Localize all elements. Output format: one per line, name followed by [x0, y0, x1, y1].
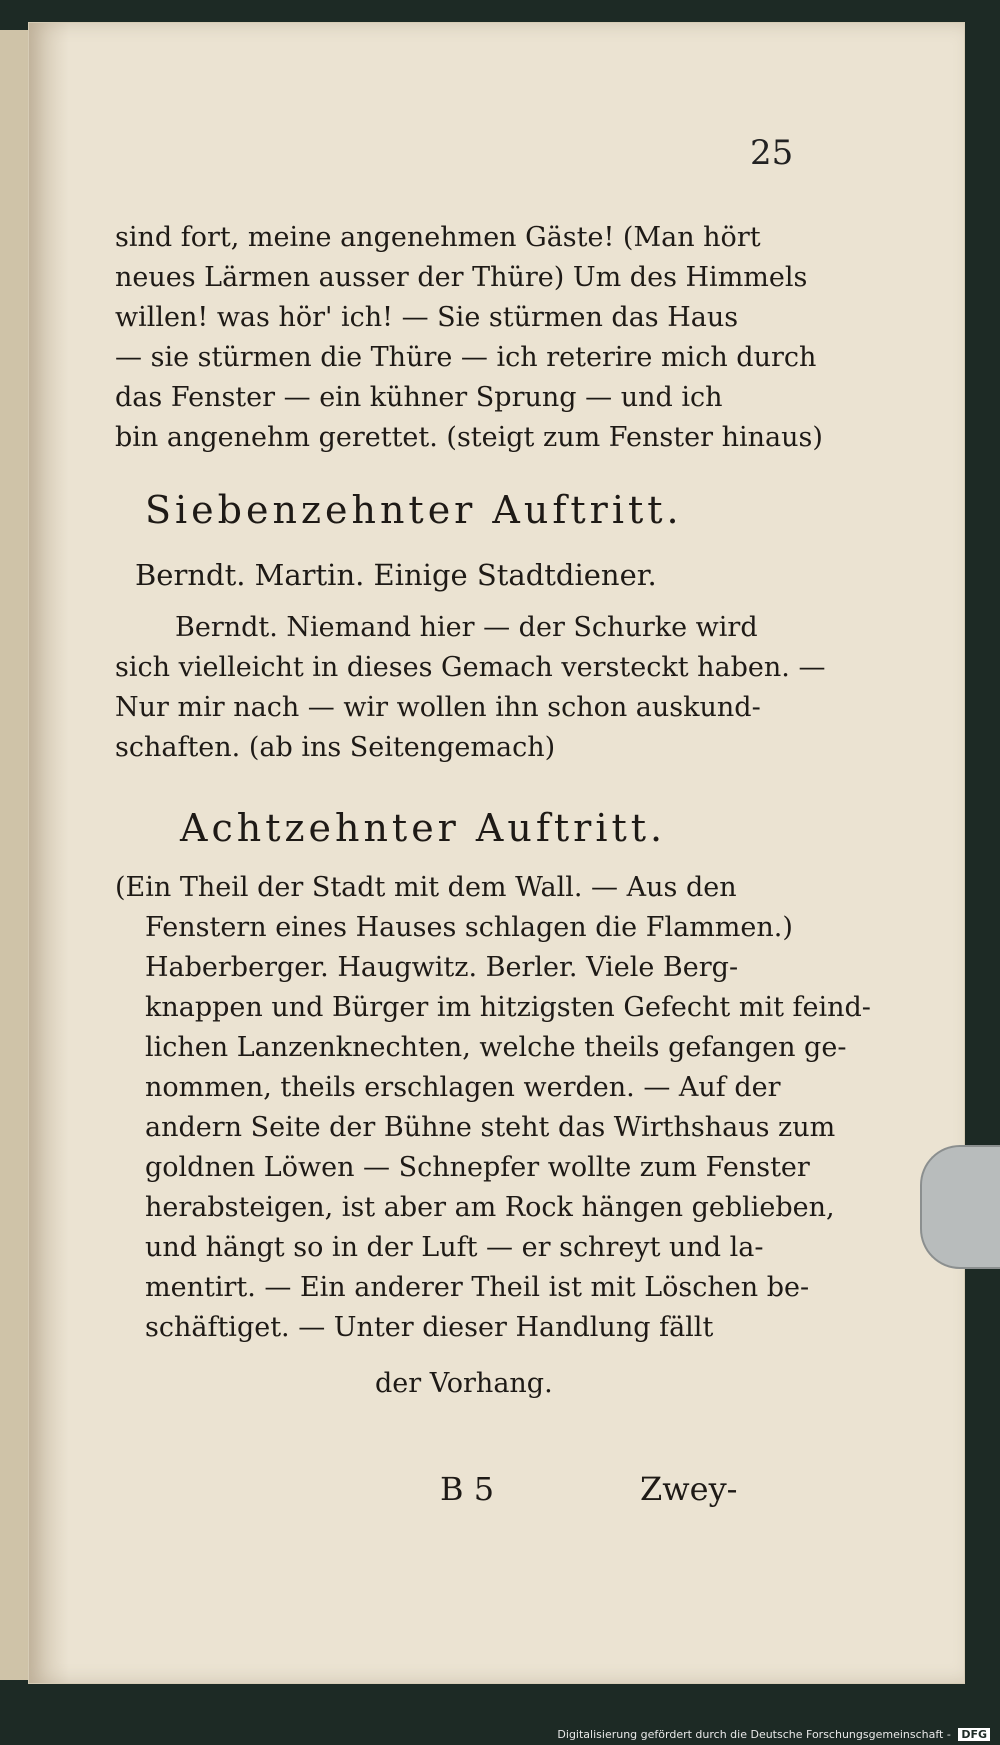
book-edge	[0, 30, 31, 1680]
credit-text: Digitalisierung gefördert durch die Deutsche Forschungsgemeinschaft -	[557, 1728, 951, 1741]
page-clip-tab	[920, 1145, 1000, 1269]
text-line: schäftiget. — Unter dieser Handlung fällt	[145, 1312, 714, 1343]
signature-mark: B 5	[440, 1470, 495, 1508]
text-line: (Ein Theil der Stadt mit dem Wall. — Aus den	[115, 872, 737, 903]
scene-speakers-17: Berndt. Martin. Einige Stadtdiener.	[135, 558, 657, 592]
catchword: Zwey-	[640, 1470, 738, 1508]
text-line: — sie stürmen die Thüre — ich reterire mich durch	[115, 342, 817, 373]
text-line: Fenstern eines Hauses schlagen die Flammen.)	[145, 912, 793, 943]
scene-heading-17: Siebenzehnter Auftritt.	[145, 488, 683, 532]
text-line: das Fenster — ein kühner Sprung — und ich	[115, 382, 723, 413]
text-line: willen! was hör' ich! — Sie stürmen das Haus	[115, 302, 739, 333]
text-line: mentirt. — Ein anderer Theil ist mit Löschen be-	[145, 1272, 810, 1303]
text-line: Haberberger. Haugwitz. Berler. Viele Berg-	[145, 952, 739, 983]
digitization-credit	[557, 1728, 990, 1741]
text-line-final: der Vorhang.	[375, 1368, 553, 1399]
text-line: lichen Lanzenknechten, welche theils gefangen ge-	[145, 1032, 847, 1063]
text-line: sind fort, meine angenehmen Gäste! (Man hört	[115, 222, 761, 253]
text-line: knappen und Bürger im hitzigsten Gefecht mit feind-	[145, 992, 871, 1023]
text-line: schaften. (ab ins Seitengemach)	[115, 732, 556, 763]
text-line: und hängt so in der Luft — er schreyt und la-	[145, 1232, 764, 1263]
text-line: neues Lärmen ausser der Thüre) Um des Himmels	[115, 262, 808, 293]
text-line: andern Seite der Bühne steht das Wirthshaus zum	[145, 1112, 836, 1143]
text-line: bin angenehm gerettet. (steigt zum Fenster hinaus)	[115, 422, 823, 453]
page-number: 25	[750, 133, 794, 173]
text-line: goldnen Löwen — Schnepfer wollte zum Fenster	[145, 1152, 810, 1183]
text-line: sich vielleicht in dieses Gemach versteckt haben. —	[115, 652, 826, 683]
text-line: nommen, theils erschlagen werden. — Auf der	[145, 1072, 781, 1103]
page-gutter-shadow	[29, 23, 69, 1683]
text-line: Berndt. Niemand hier — der Schurke wird	[175, 612, 758, 643]
text-line: herabsteigen, ist aber am Rock hängen geblieben,	[145, 1192, 835, 1223]
scene-heading-18: Achtzehnter Auftritt.	[180, 806, 667, 850]
text-line: Nur mir nach — wir wollen ihn schon auskund-	[115, 692, 761, 723]
dfg-logo: DFG	[958, 1728, 990, 1741]
